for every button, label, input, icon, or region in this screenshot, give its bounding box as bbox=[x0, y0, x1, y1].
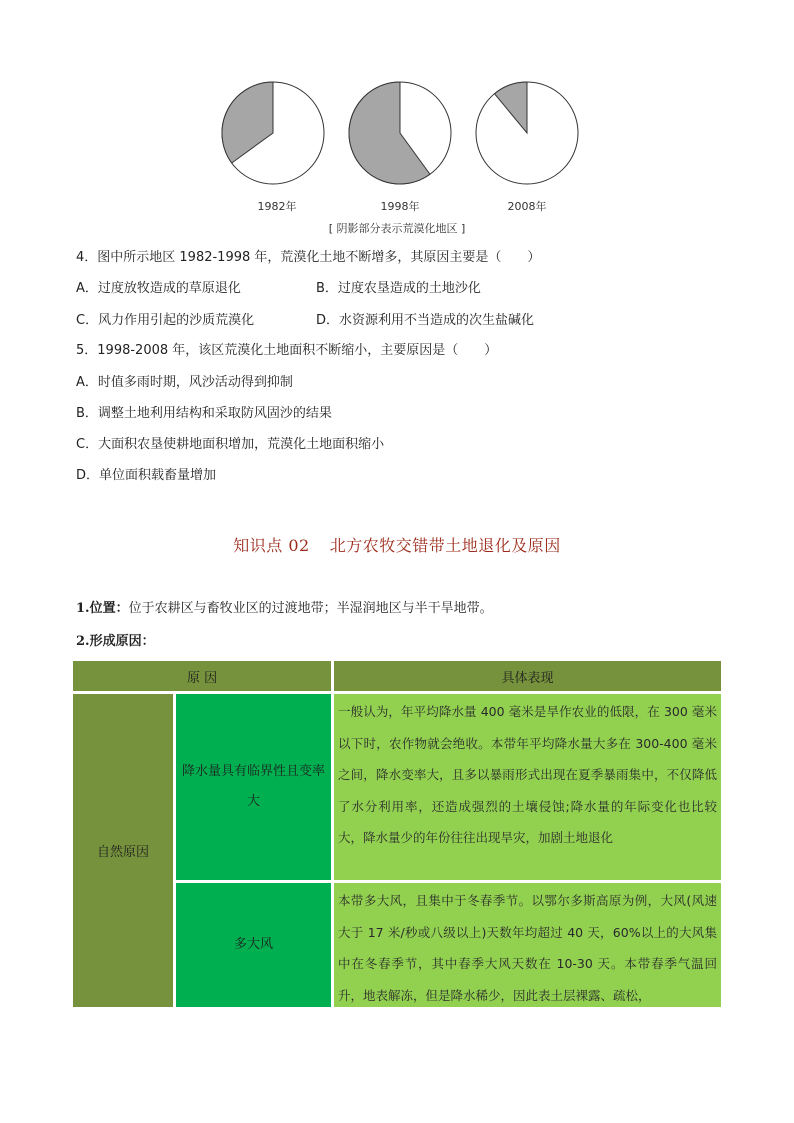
pie-svg-1998 bbox=[345, 78, 455, 188]
pie-year-label-1982: 1982年 bbox=[257, 200, 297, 213]
point-causes bbox=[76, 630, 155, 649]
detail-wind-text: 本带多大风，且集中于冬春季节。以鄂尔多斯高原为例，大风(风速大于 17 米/秒或八级以上)天数年均超过 40 天，60%以上的大风集中在冬春季节，其中春季大风天数在 10-30 天。本带春季气温回升，地表解冻，但是降水稀少，因此表土层裸露、疏松， bbox=[338, 893, 718, 1003]
point-location bbox=[76, 597, 493, 616]
pie-chart-2008 bbox=[472, 78, 582, 192]
pie-chart-1998 bbox=[345, 78, 455, 192]
section-heading bbox=[0, 533, 794, 556]
figure-caption: [ 阴影部分表示荒漠化地区 ] bbox=[328, 222, 466, 235]
pie-year-label-2008: 2008年 bbox=[507, 200, 547, 213]
cause-wind: 多大风 bbox=[176, 883, 331, 1007]
table-header-detail: 具体表现 bbox=[334, 661, 721, 691]
question-4-option-c: C．风力作用引起的沙质荒漠化 bbox=[76, 313, 255, 328]
detail-wind bbox=[334, 883, 721, 1007]
detail-precipitation: 一般认为，年平均降水量 400 毫米是旱作农业的低限，在 300 毫米以下时，农作物就会绝收。本带年平均降水量大多在 300-400 毫米之间，降水变率大，且多以暴雨形式出现在夏季暴雨集中，不仅降低了水分利用率，还造成强烈的土壤侵蚀;降水量的年际变化也比较大，降水量少的年份往往出现旱灾，加剧土地退化 bbox=[334, 694, 721, 880]
question-4-option-a: A．过度放牧造成的草原退化 bbox=[76, 281, 241, 296]
point-location-text: 位于农耕区与畜牧业区的过渡地带；半湿润地区与半干旱地带。 bbox=[128, 601, 493, 616]
point-location-label: 1.位置： bbox=[76, 601, 129, 616]
natural-cause-cell: 自然原因 bbox=[73, 694, 173, 1007]
question-4-stem: 4．图中所示地区 1982-1998 年，荒漠化土地不断增多，其原因主要是（ ） bbox=[76, 250, 541, 265]
question-5-stem: 5．1998-2008 年，该区荒漠化土地面积不断缩小，主要原因是（ ） bbox=[76, 343, 498, 358]
question-5-option-d: D．单位面积载畜量增加 bbox=[76, 468, 217, 483]
pie-charts-figure bbox=[0, 78, 794, 238]
question-4-option-b: B．过度农垦造成的土地沙化 bbox=[316, 281, 481, 296]
point-causes-label: 2.形成原因： bbox=[76, 634, 155, 649]
section-number: 知识点 02 bbox=[233, 536, 310, 555]
question-4-option-d: D．水资源利用不当造成的次生盐碱化 bbox=[316, 313, 535, 328]
question-5-option-c: C．大面积农垦使耕地面积增加，荒漠化土地面积缩小 bbox=[76, 437, 385, 452]
question-5-option-b: B．调整土地利用结构和采取防风固沙的结果 bbox=[76, 406, 332, 421]
causes-table bbox=[70, 658, 724, 1010]
cause-precipitation: 降水量具有临界性且变率大 bbox=[176, 694, 331, 880]
table-header-cause: 原 因 bbox=[73, 661, 331, 691]
table-row bbox=[73, 694, 721, 880]
pie-chart-1982 bbox=[218, 78, 328, 192]
pie-year-label-1998: 1998年 bbox=[380, 200, 420, 213]
pie-svg-1982 bbox=[218, 78, 328, 188]
section-title: 北方农牧交错带土地退化及原因 bbox=[329, 536, 561, 555]
question-5-option-a: A．时值多雨时期，风沙活动得到抑制 bbox=[76, 375, 293, 390]
pie-svg-2008 bbox=[472, 78, 582, 188]
table-header-row bbox=[73, 661, 721, 691]
